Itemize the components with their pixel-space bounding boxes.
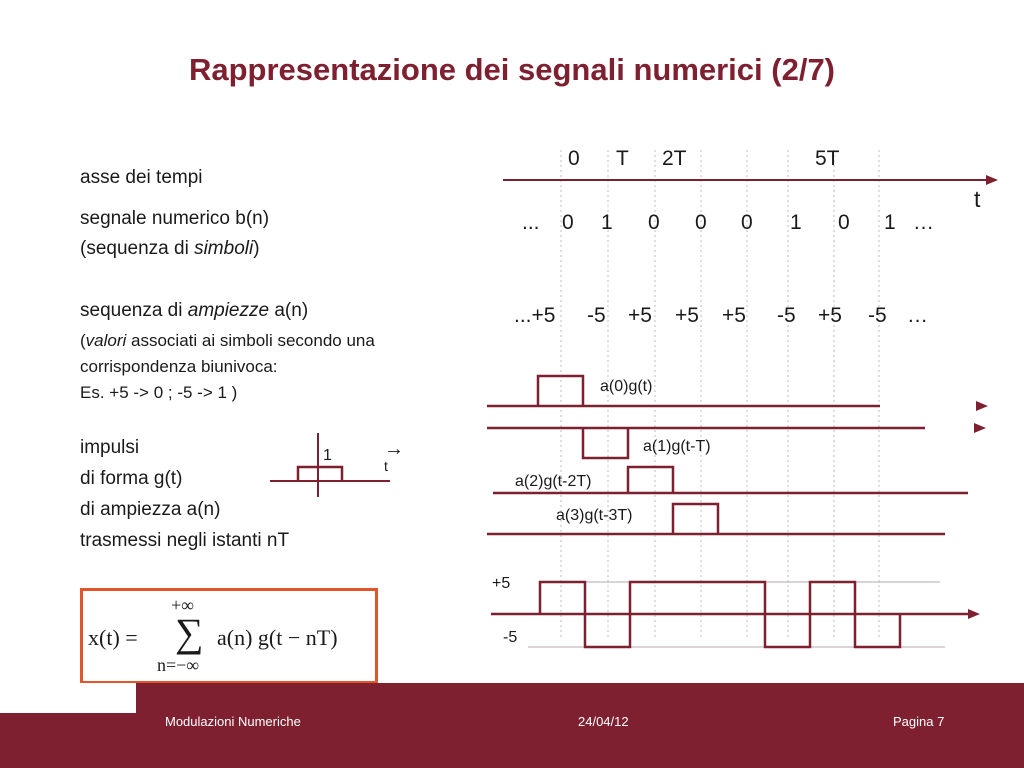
amp-1: -5 (587, 304, 606, 327)
tick-T: T (616, 147, 629, 170)
impulsi-line-4: trasmessi negli istanti nT (80, 530, 290, 551)
corrispondenza-line: corrispondenza biunivoca: (80, 357, 278, 376)
impulsi-line-1: impulsi (80, 437, 140, 458)
time-axis-arrowhead (986, 175, 998, 185)
footer-notch (0, 683, 136, 713)
plus-five-label: +5 (492, 575, 511, 592)
amp-6: +5 (818, 304, 842, 327)
tick-5T: 5T (815, 147, 840, 170)
pulse-label-p0: a(0)g(t) (600, 378, 653, 395)
tick-2T: 2T (662, 147, 687, 170)
slide-title: Rappresentazione dei segnali numerici (2/7) (188, 52, 836, 87)
amp-4: +5 (722, 304, 746, 327)
valori-open: ( (80, 331, 86, 350)
valori-word: valori (85, 331, 127, 350)
formula-box (80, 588, 378, 684)
footer-bar (0, 683, 1024, 768)
axis-p0-arrowhead (976, 401, 988, 411)
minus-five-label: -5 (503, 629, 518, 646)
pulse-label-p3: a(3)g(t-3T) (556, 507, 633, 524)
impulsi-line-2: di forma g(t) (80, 468, 183, 489)
bit-3: 0 (695, 211, 707, 234)
formula-lhs: x(t) = (88, 625, 138, 650)
pulse-p2 (628, 467, 673, 493)
formula-sum-bottom: n=−∞ (157, 655, 200, 675)
sketch-one-label: 1 (323, 447, 332, 464)
ampiezze-word: ampiezze (187, 300, 270, 321)
amp-0: ...+5 (514, 304, 556, 327)
amp-2: +5 (628, 304, 652, 327)
simboli-word: simboli (194, 238, 254, 259)
pulse-label-p2: a(2)g(t-2T) (515, 473, 592, 490)
sketch-t-label: t (384, 458, 388, 474)
bit-ellipsis-start: ... (522, 211, 540, 234)
segnale-label: segnale numerico b(n) (80, 208, 270, 229)
bit-1: 1 (601, 211, 613, 234)
bit-6: 0 (838, 211, 850, 234)
amp-7: -5 (868, 304, 887, 327)
ampiezze-suffix: a(n) (269, 300, 309, 321)
bit-2: 0 (648, 211, 660, 234)
time-axis-t-label: t (974, 186, 981, 212)
esempio-line: Es. +5 -> 0 ; -5 -> 1 ) (80, 383, 238, 402)
amp-5: -5 (777, 304, 796, 327)
bit-7: 1 (884, 211, 896, 234)
footer-course: Modulazioni Numeriche (165, 714, 301, 729)
footer-page: Pagina 7 (893, 714, 945, 729)
sketch-arrow-label: → (384, 438, 404, 460)
bit-4: 0 (741, 211, 753, 234)
formula-sum-symbol: ∑ (175, 610, 204, 655)
impulsi-line-3: di ampiezza a(n) (80, 499, 221, 520)
amp-ellipsis: … (907, 304, 928, 327)
valori-rest: associati ai simboli secondo una (126, 331, 375, 350)
pulse-label-p1: a(1)g(t-T) (643, 438, 711, 455)
pulse-p1 (583, 428, 628, 458)
bit-5: 1 (790, 211, 802, 234)
axis-p1-arrowhead (974, 423, 986, 433)
pulse-p3 (673, 504, 718, 534)
formula-rhs: a(n) g(t − nT) (217, 625, 338, 650)
combined-axis-arrowhead (968, 609, 980, 619)
bit-ellipsis-end: … (913, 211, 934, 234)
footer-date: 24/04/12 (578, 714, 629, 729)
sequenza-simboli-close: ) (253, 238, 260, 259)
formula-sum-top: +∞ (171, 595, 194, 615)
bit-0: 0 (562, 211, 574, 234)
ampiezze-prefix: sequenza di (80, 300, 188, 321)
amp-3: +5 (675, 304, 699, 327)
tick-0: 0 (568, 147, 580, 170)
asse-label: asse dei tempi (80, 167, 203, 188)
sequenza-simboli-open: (sequenza di (80, 238, 195, 259)
